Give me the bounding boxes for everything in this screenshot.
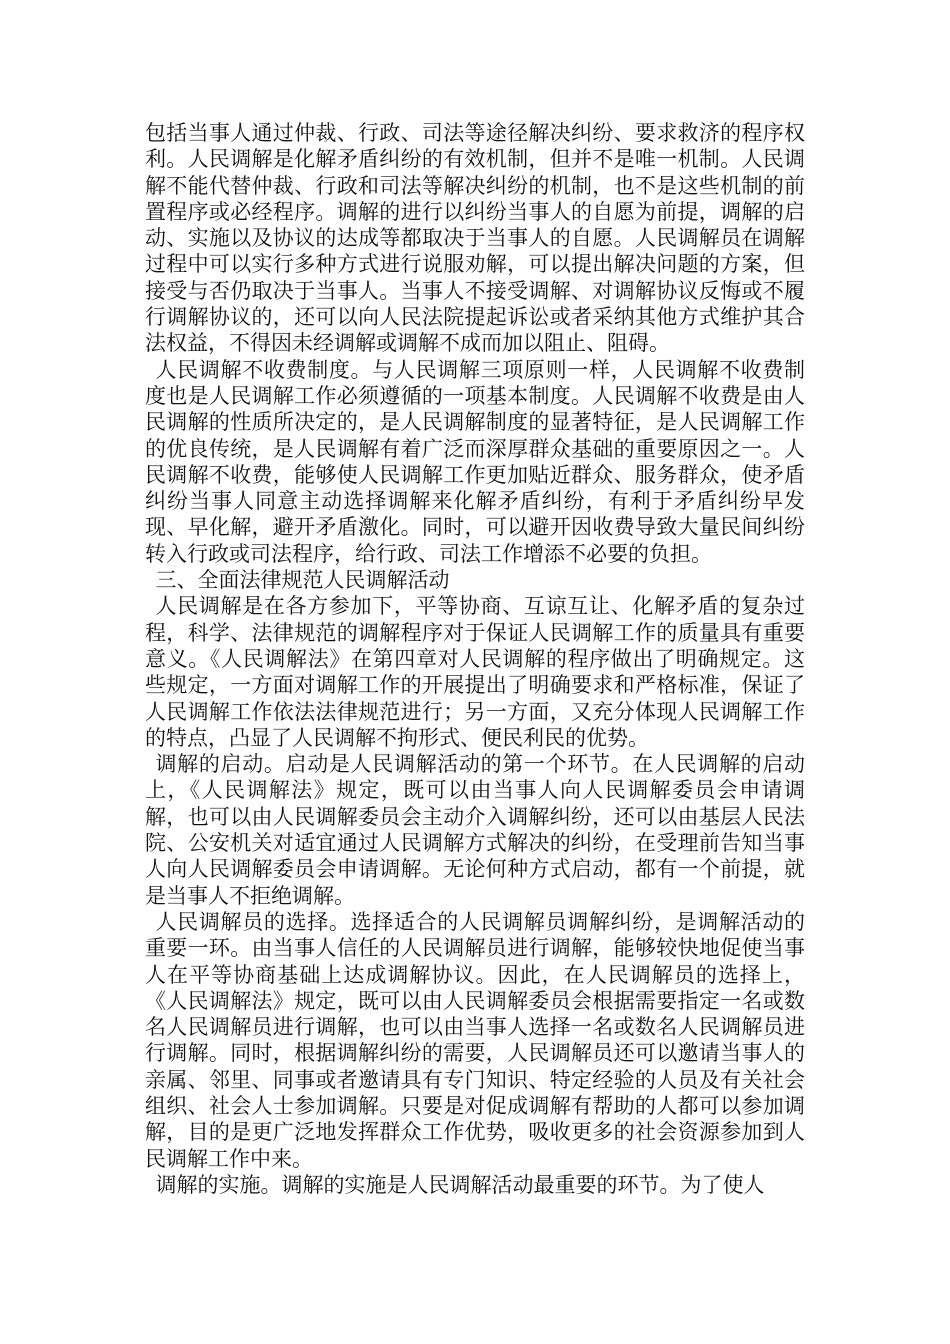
paragraph-4: 调解的启动。启动是人民调解活动的第一个环节。在人民调解的启动上，《人民调解法》规定，既可以由当事人向人民调解委员会申请调解，也可以由人民调解委员会主动介入调解纠纷，还可以由基层人民法院、公安机关对适宜通过人民调解方式解决的纠纷，在受理前告知当事人向人民调解委员会申请调解。无论何种方式启动，都有一个前提，就是当事人不拒绝调解。: [145, 752, 805, 908]
section-heading: 三、全面法律规范人民调解活动: [155, 568, 450, 593]
document-page: [145, 120, 805, 1198]
paragraph-6: 调解的实施。调解的实施是人民调解活动最重要的环节。为了使人: [155, 1172, 765, 1197]
paragraph-5: 人民调解员的选择。选择适合的人民调解员调解纠纷，是调解活动的重要一环。由当事人信任的人民调解员进行调解，能够较快地促使当事人在平等协商基础上达成调解协议。因此，在人民调解员的选择上，《人民调解法》规定，既可以由人民调解委员会根据需要指定一名或数名人民调解员进行调解，也可以由当事人选择一名或数名人民调解员进行调解。同时，根据调解纠纷的需要，人民调解员还可以邀请当事人的亲属、邻里、同事或者邀请具有专门知识、特定经验的人员及有关社会组织、社会人士参加调解。只要是对促成调解有帮助的人都可以参加调解，目的是更广泛地发挥群众工作优势，吸收更多的社会资源参加到人民调解工作中来。: [145, 909, 805, 1171]
paragraph-3: 人民调解是在各方参加下，平等协商、互谅互让、化解矛盾的复杂过程，科学、法律规范的调解程序对于保证人民调解工作的质量具有重要意义。《人民调解法》在第四章对人民调解的程序做出了明确规定。这些规定，一方面对调解工作的开展提出了明确要求和严格标准，保证了人民调解工作依法法律规范进行；另一方面，又充分体现人民调解工作的特点，凸显了人民调解不拘形式、便民利民的优势。: [145, 594, 805, 750]
paragraph-2: 人民调解不收费制度。与人民调解三项原则一样，人民调解不收费制度也是人民调解工作必须遵循的一项基本制度。人民调解不收费是由人民调解的性质所决定的，是人民调解制度的显著特征，是人民调解工作的优良传统，是人民调解有着广泛而深厚群众基础的重要原因之一。人民调解不收费，能够使人民调解工作更加贴近群众、服务群众，使矛盾纠纷当事人同意主动选择调解来化解矛盾纠纷，有利于矛盾纠纷早发现、早化解，避开矛盾激化。同时，可以避开因收费导致大量民间纠纷转入行政或司法程序，给行政、司法工作增添不必要的负担。: [145, 357, 805, 566]
paragraph-1: 包括当事人通过仲裁、行政、司法等途径解决纠纷、要求救济的程序权利。人民调解是化解矛盾纠纷的有效机制，但并不是唯一机制。人民调解不能代替仲裁、行政和司法等解决纠纷的机制，也不是这些机制的前置程序或必经程序。调解的进行以纠纷当事人的自愿为前提，调解的启动、实施以及协议的达成等都取决于当事人的自愿。人民调解员在调解过程中可以实行多种方式进行说服劝解，可以提出解决问题的方案，但接受与否仍取决于当事人。当事人不接受调解、对调解协议反悔或不履行调解协议的，还可以向人民法院提起诉讼或者采纳其他方式维护其合法权益，不得因未经调解或调解不成而加以阻止、阻碍。: [145, 121, 805, 356]
